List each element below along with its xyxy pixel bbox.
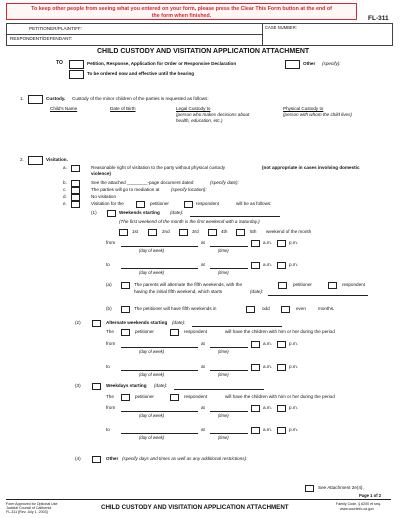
weekdays-from-at-label: at bbox=[201, 405, 205, 410]
weekends-to-am-label: a.m. bbox=[263, 262, 272, 267]
weekends-from-am-checkbox[interactable] bbox=[251, 240, 260, 247]
attached-document-checkbox[interactable] bbox=[71, 180, 80, 187]
custody-number: 1. bbox=[20, 96, 24, 101]
alternate-weekends-label: Alternate weekends starting bbox=[106, 320, 168, 325]
alternate-fifth-checkbox[interactable] bbox=[121, 282, 130, 289]
other-visitation-label: Other bbox=[106, 456, 119, 461]
alternate-to-day-caption: (day of week) bbox=[139, 372, 165, 377]
weekdays-date-label: (date): bbox=[154, 383, 168, 388]
weekend-2nd-label: 2nd bbox=[162, 229, 170, 234]
fifth-petitioner-label: petitioner bbox=[293, 282, 312, 287]
item-d-letter: d. bbox=[63, 194, 67, 199]
alternate-from-day-line[interactable] bbox=[121, 347, 198, 348]
to-label: TO bbox=[56, 60, 63, 66]
e-respondent-checkbox[interactable] bbox=[184, 201, 193, 208]
legal-custody-header: Legal Custody to bbox=[176, 106, 211, 111]
case-number-field[interactable] bbox=[262, 30, 390, 43]
weekdays-respondent-checkbox[interactable] bbox=[170, 394, 179, 401]
weekdays-the-label: The bbox=[106, 394, 114, 399]
domestic-violence-note: (not appropriate in cases involving domestic bbox=[262, 165, 360, 170]
form-title: CHILD CUSTODY AND VISITATION APPLICATION ATTACHMENT bbox=[97, 48, 310, 55]
e-tail-text: will be as follows: bbox=[236, 201, 272, 206]
weekend-5th-checkbox[interactable] bbox=[236, 229, 245, 236]
weekends-date-label: (date): bbox=[170, 210, 184, 215]
reasonable-visitation-checkbox[interactable] bbox=[71, 165, 80, 172]
other-checkbox[interactable] bbox=[285, 60, 300, 69]
item-2-number: (2) bbox=[75, 320, 81, 325]
no-visitation-checkbox[interactable] bbox=[71, 194, 80, 201]
alternate-to-am-label: a.m. bbox=[263, 364, 272, 369]
visitation-number: 2. bbox=[20, 157, 24, 162]
mediation-checkbox[interactable] bbox=[71, 187, 80, 194]
weekends-from-pm-label: p.m. bbox=[289, 240, 298, 245]
alternate-from-pm-checkbox[interactable] bbox=[277, 341, 286, 348]
weekdays-to-time-line[interactable] bbox=[210, 433, 248, 434]
reasonable-visitation-text: Reasonable right of visitation to the party without physical custody bbox=[91, 165, 226, 170]
weekends-to-pm-checkbox[interactable] bbox=[277, 262, 286, 269]
ordered-now-label: To be ordered now and effective until the hearing bbox=[87, 71, 195, 76]
weekdays-checkbox[interactable] bbox=[92, 383, 101, 390]
no-visitation-text: No visitation bbox=[91, 194, 117, 199]
other-label: Other bbox=[303, 61, 316, 66]
alternate-to-pm-label: p.m. bbox=[289, 364, 298, 369]
weekends-from-pm-checkbox[interactable] bbox=[277, 240, 286, 247]
item-b-sub-number: (b) bbox=[106, 306, 112, 311]
weekends-label: Weekends starting bbox=[119, 210, 160, 215]
weekends-to-label: to bbox=[106, 262, 110, 267]
other-visitation-specify: (specify days and times as well as any additional restrictions): bbox=[122, 456, 248, 461]
fifth-petitioner-checkbox[interactable] bbox=[278, 282, 287, 289]
footer-title: CHILD CUSTODY AND VISITATION APPLICATION ATTACHMENT bbox=[101, 504, 289, 511]
alternate-petitioner-checkbox[interactable] bbox=[121, 329, 130, 336]
legal-custody-sub1: (person who makes decisions about bbox=[176, 112, 250, 117]
alternate-from-time-caption: (time) bbox=[218, 349, 229, 354]
attached-document-specify: (specify date): bbox=[210, 180, 239, 185]
weekdays-from-day-caption: (day of week) bbox=[139, 413, 165, 418]
weekdays-from-pm-label: p.m. bbox=[289, 405, 298, 410]
item-1-number: (1) bbox=[91, 210, 97, 215]
weekdays-from-time-line[interactable] bbox=[210, 411, 248, 412]
custody-text: Custody of the minor children of the parties is requested as follows: bbox=[72, 96, 209, 101]
weekdays-from-am-checkbox[interactable] bbox=[251, 405, 260, 412]
custody-checkbox[interactable] bbox=[28, 95, 43, 104]
weekdays-to-am-checkbox[interactable] bbox=[251, 427, 260, 434]
visitation-checkbox[interactable] bbox=[28, 156, 43, 165]
weekdays-petitioner-label: petitioner bbox=[135, 394, 154, 399]
weekends-from-time-line[interactable] bbox=[210, 246, 248, 247]
weekdays-date-line[interactable] bbox=[174, 389, 264, 390]
weekends-to-day-line[interactable] bbox=[121, 268, 198, 269]
alternate-to-label: to bbox=[106, 364, 110, 369]
weekends-to-time-caption: (time) bbox=[218, 270, 229, 275]
alternate-weekends-date-label: (date): bbox=[172, 320, 186, 325]
alternate-to-am-checkbox[interactable] bbox=[251, 364, 260, 371]
alternate-to-time-caption: (time) bbox=[218, 372, 229, 377]
weekend-of-month-label: weekend of the month bbox=[266, 229, 312, 234]
weekends-from-at-label: at bbox=[201, 240, 205, 245]
notice-line-1: To keep other people from seeing what you entered on your form, please press the Clear This Form button at the end of bbox=[31, 6, 332, 12]
weekends-to-at-label: at bbox=[201, 262, 205, 267]
clear-form-notice bbox=[6, 3, 357, 20]
weekends-checkbox[interactable] bbox=[107, 210, 116, 217]
weekend-4th-label: 4th bbox=[221, 229, 228, 234]
other-visitation-checkbox[interactable] bbox=[92, 456, 101, 463]
notice-line-2: the form when finished. bbox=[151, 12, 212, 19]
weekdays-to-time-caption: (time) bbox=[218, 435, 229, 440]
domestic-violence-note-2: violence) bbox=[91, 171, 111, 176]
form-approved-1: Form Approved for Optional Use bbox=[6, 502, 58, 506]
weekends-date-line[interactable] bbox=[190, 216, 280, 217]
weekend-5th-label: 5th bbox=[250, 229, 257, 234]
alternate-from-pm-label: p.m. bbox=[289, 341, 298, 346]
petition-label: Petition, Response, Application for Order or Responsive Declaration bbox=[87, 61, 237, 66]
alternate-to-pm-checkbox[interactable] bbox=[277, 364, 286, 371]
mediation-text: The parties will go to mediation at bbox=[91, 187, 160, 192]
alternate-from-am-checkbox[interactable] bbox=[251, 341, 260, 348]
weekends-from-time-caption: (time) bbox=[218, 248, 229, 253]
form-approved-2: Judicial Council of California bbox=[6, 506, 52, 510]
e-petitioner-checkbox[interactable] bbox=[136, 201, 145, 208]
weekdays-from-am-label: a.m. bbox=[263, 405, 272, 410]
alternate-from-label: from bbox=[106, 341, 116, 346]
alternate-fifth-date-label: (date): bbox=[250, 289, 264, 294]
weekend-3rd-checkbox[interactable] bbox=[179, 229, 188, 236]
weekdays-petitioner-checkbox[interactable] bbox=[121, 394, 130, 401]
form-number: FL-311 bbox=[368, 15, 389, 22]
respondent-field[interactable] bbox=[90, 33, 255, 43]
weekends-from-day-caption: (day of week) bbox=[139, 248, 165, 253]
alternate-from-am-label: a.m. bbox=[263, 341, 272, 346]
even-months-label: even bbox=[296, 306, 306, 311]
weekends-to-pm-label: p.m. bbox=[289, 262, 298, 267]
weekends-from-am-label: a.m. bbox=[263, 240, 272, 245]
footer-rule bbox=[6, 499, 391, 500]
item-3-number: (3) bbox=[75, 383, 81, 388]
petitioner-fifth-text: The petitioner will have fifth weekends in bbox=[134, 306, 217, 311]
alternate-children-text: will have the children with him or her during the period bbox=[225, 329, 335, 334]
e-respondent-label: respondent bbox=[196, 201, 219, 206]
other-visitation-field[interactable] bbox=[106, 464, 391, 482]
item-b-letter: b. bbox=[63, 180, 67, 185]
visitation-label: Visitation. bbox=[46, 157, 68, 162]
weekends-to-time-line[interactable] bbox=[210, 268, 248, 269]
alternate-fifth-date-line[interactable] bbox=[268, 295, 368, 296]
visitation-for-text: Visitation for the bbox=[91, 201, 124, 206]
e-petitioner-label: petitioner bbox=[150, 201, 169, 206]
alternate-fifth-text: The parents will alternate the fifth weekends, with the bbox=[134, 282, 243, 287]
item-c-letter: c. bbox=[63, 187, 67, 192]
weekend-2nd-checkbox[interactable] bbox=[148, 229, 157, 236]
see-attachment-checkbox[interactable] bbox=[305, 485, 314, 492]
fifth-respondent-label: respondent bbox=[342, 282, 365, 287]
weekends-from-day-line[interactable] bbox=[121, 246, 198, 247]
alternate-respondent-checkbox[interactable] bbox=[170, 329, 179, 336]
petitioner-label: PETITIONER/PLAINTIFF: bbox=[29, 26, 83, 31]
page-indicator: Page 1 of 2 bbox=[359, 493, 382, 498]
weekdays-children-text: will have the children with him or her during the period bbox=[225, 394, 335, 399]
family-code: Family Code, § 6200 et seq. bbox=[336, 502, 381, 506]
alternate-respondent-label: respondent bbox=[184, 329, 207, 334]
custody-label: Custody. bbox=[46, 96, 66, 101]
alternate-from-at-label: at bbox=[201, 341, 205, 346]
weekdays-from-label: from bbox=[106, 405, 116, 410]
alternate-to-time-line[interactable] bbox=[210, 370, 248, 371]
alternate-fifth-text-2: having the initial fifth weekend, which starts bbox=[134, 289, 223, 294]
weekdays-to-pm-label: p.m. bbox=[289, 427, 298, 432]
alternate-to-at-label: at bbox=[201, 364, 205, 369]
dob-header: Date of Birth bbox=[110, 106, 136, 111]
alternate-from-day-caption: (day of week) bbox=[139, 349, 165, 354]
item-e-letter: e. bbox=[63, 201, 67, 206]
child-name-header: Child's Name bbox=[50, 106, 78, 111]
petitioner-field[interactable] bbox=[90, 23, 255, 33]
weekdays-from-time-caption: (time) bbox=[218, 413, 229, 418]
weekdays-to-at-label: at bbox=[201, 427, 205, 432]
alternate-the-label: The bbox=[106, 329, 114, 334]
weekdays-label: Weekdays starting bbox=[106, 383, 147, 388]
weekend-note: (The first weekend of the month is the first weekend with a Saturday.) bbox=[119, 219, 260, 224]
even-months-checkbox[interactable] bbox=[281, 306, 290, 313]
physical-custody-sub: (person with whom the child lives) bbox=[283, 112, 352, 117]
weekdays-to-day-caption: (day of week) bbox=[139, 435, 165, 440]
alternate-from-time-line[interactable] bbox=[210, 347, 248, 348]
odd-months-checkbox[interactable] bbox=[246, 306, 255, 313]
weekends-from-label: from bbox=[106, 240, 116, 245]
item-a-sub-number: (a) bbox=[106, 282, 112, 287]
weekdays-to-day-line[interactable] bbox=[121, 433, 198, 434]
item-a-letter: a. bbox=[63, 165, 67, 170]
weekdays-respondent-label: respondent bbox=[184, 394, 207, 399]
fifth-respondent-checkbox[interactable] bbox=[328, 282, 337, 289]
weekend-1st-checkbox[interactable] bbox=[119, 229, 128, 236]
custody-children-field[interactable] bbox=[48, 125, 388, 150]
item-4-number: (4) bbox=[75, 456, 81, 461]
odd-months-label: odd bbox=[262, 306, 270, 311]
see-attachment-label: See Attachment 2e(4). bbox=[318, 485, 364, 490]
petitioner-fifth-checkbox[interactable] bbox=[121, 306, 130, 313]
weekend-1st-label: 1st bbox=[132, 229, 139, 234]
weekdays-to-pm-checkbox[interactable] bbox=[277, 427, 286, 434]
months-label: months. bbox=[318, 306, 335, 311]
weekdays-from-pm-checkbox[interactable] bbox=[277, 405, 286, 412]
courtinfo-site: www.courtinfo.ca.gov bbox=[340, 507, 374, 511]
ordered-now-checkbox[interactable] bbox=[69, 70, 84, 79]
petition-checkbox[interactable] bbox=[69, 60, 84, 69]
alternate-weekends-checkbox[interactable] bbox=[92, 320, 101, 327]
weekdays-to-am-label: a.m. bbox=[263, 427, 272, 432]
weekend-3rd-label: 3rd bbox=[192, 229, 199, 234]
other-specify-label: (specify): bbox=[322, 61, 341, 66]
legal-custody-sub2: health, education, etc.) bbox=[176, 118, 223, 123]
respondent-label: RESPONDENT/DEFENDANT: bbox=[10, 36, 73, 41]
form-revision: FL-311 [Rev. July 1, 2003] bbox=[6, 510, 48, 514]
alternate-to-day-line[interactable] bbox=[121, 370, 198, 371]
weekends-to-am-checkbox[interactable] bbox=[251, 262, 260, 269]
weekends-to-day-caption: (day of week) bbox=[139, 270, 165, 275]
attached-document-text: See the attached ________-page document dated bbox=[91, 180, 194, 185]
case-number-label: CASE NUMBER: bbox=[265, 25, 297, 30]
weekdays-from-day-line[interactable] bbox=[121, 411, 198, 412]
weekend-4th-checkbox[interactable] bbox=[208, 229, 217, 236]
mediation-specify: (specify location): bbox=[171, 187, 207, 192]
visitation-for-checkbox[interactable] bbox=[71, 201, 80, 208]
alternate-weekends-date-line[interactable] bbox=[192, 326, 282, 327]
alternate-petitioner-label: petitioner bbox=[135, 329, 154, 334]
physical-custody-header: Physical Custody to bbox=[283, 106, 324, 111]
weekdays-to-label: to bbox=[106, 427, 110, 432]
